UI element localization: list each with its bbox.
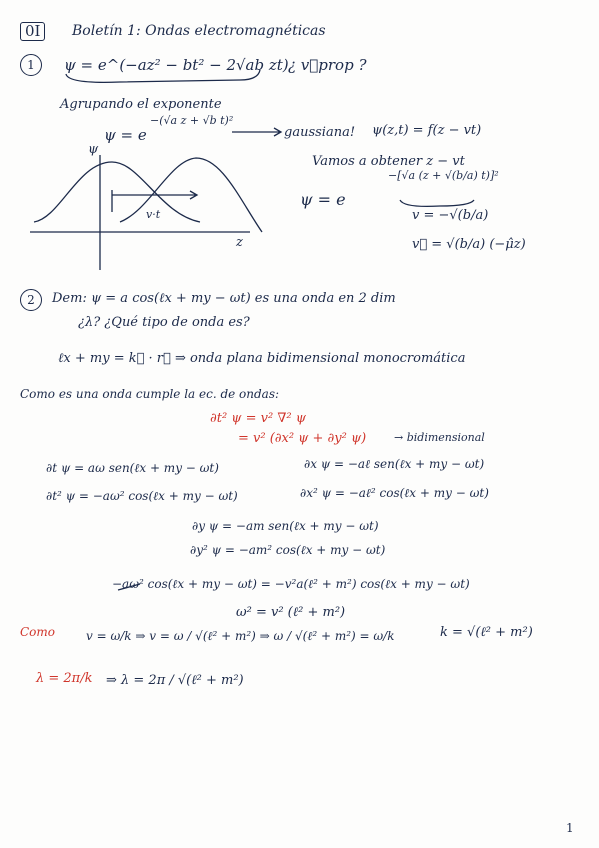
p1-psi-2: ψ = e bbox=[300, 190, 346, 209]
bidimensional-note: → bidimensional bbox=[394, 431, 485, 444]
page-title: Boletín 1: Ondas electromagnéticas bbox=[72, 23, 326, 39]
cancel-line: −aω² cos(ℓx + my − ωt) = −v²a(ℓ² + m²) cos(ℓx + my − ωt) bbox=[112, 577, 470, 591]
deriv-x: ∂x ψ = −aℓ sen(ℓx + my − ωt) bbox=[304, 457, 485, 471]
wave-equation: ∂t² ψ = v² ∇² ψ bbox=[210, 411, 306, 426]
p1-grouping: Agrupando el exponente bbox=[60, 97, 222, 112]
p1-velocity-vector: v⃗ = √(b/a) (−μ̂z) bbox=[412, 237, 526, 252]
p1-vamos: Vamos a obtener z − vt bbox=[312, 154, 465, 169]
p1-psi-e: ψ = e bbox=[104, 126, 147, 144]
deriv-tt: ∂t² ψ = −aω² cos(ℓx + my − ωt) bbox=[46, 489, 238, 503]
graph-vt-label: v·t bbox=[146, 208, 161, 221]
como-label: Como bbox=[20, 625, 56, 639]
p1-question: ¿ v⃗prop ? bbox=[288, 56, 367, 74]
lambda-def: λ = 2π/k bbox=[36, 671, 93, 686]
omega-relation: ω² = v² (ℓ² + m²) bbox=[236, 605, 346, 620]
problem-2-number: 2 bbox=[20, 289, 42, 311]
velocity-brace bbox=[400, 200, 474, 206]
p2-plane-wave: ℓx + my = k⃗ · r⃗ ⇒ onda plana bidimensional monocromática bbox=[58, 351, 466, 366]
deriv-t: ∂t ψ = aω sen(ℓx + my − ωt) bbox=[46, 461, 219, 475]
k-value: k = √(ℓ² + m²) bbox=[440, 625, 533, 640]
section-box: 0I bbox=[20, 22, 45, 41]
p2-statement: Dem: ψ = a cos(ℓx + my − ωt) es una onda en 2 dim bbox=[52, 291, 396, 306]
grouping-brace bbox=[66, 70, 260, 82]
p1-exponent: −(√a z + √b t)² bbox=[150, 114, 234, 127]
graph-psi-label: ψ bbox=[88, 142, 99, 157]
gaussian-arrow bbox=[232, 128, 281, 136]
p2-question: ¿λ? ¿Qué tipo de onda es? bbox=[78, 315, 250, 330]
velocity-relation: v = ω/k ⇒ v = ω / √(ℓ² + m²) ⇒ ω / √(ℓ² + m²) = ω/k bbox=[86, 629, 395, 643]
p1-exponent-2: −[√a (z + √(b/a) t)]² bbox=[388, 169, 499, 182]
p1-equation: ψ = e^(−az² − bt² − 2√ab zt) bbox=[64, 56, 289, 74]
p1-velocity: v = −√(b/a) bbox=[412, 208, 489, 223]
deriv-xx: ∂x² ψ = −aℓ² cos(ℓx + my − ωt) bbox=[300, 486, 489, 500]
lambda-result: ⇒ λ = 2π / √(ℓ² + m²) bbox=[106, 673, 244, 688]
page-mark: 1 bbox=[566, 821, 574, 835]
cancel-strike bbox=[118, 584, 140, 590]
deriv-y: ∂y ψ = −am sen(ℓx + my − ωt) bbox=[192, 519, 379, 533]
deriv-yy: ∂y² ψ = −am² cos(ℓx + my − ωt) bbox=[190, 543, 386, 557]
p2-como: Como es una onda cumple la ec. de ondas: bbox=[20, 387, 280, 401]
wave-equation-expanded: = v² (∂x² ψ + ∂y² ψ) bbox=[238, 431, 367, 446]
gaussian-curve-1 bbox=[34, 162, 200, 222]
p1-form: ψ(z,t) = f(z − vt) bbox=[372, 123, 482, 138]
problem-1-number: 1 bbox=[20, 54, 42, 76]
p1-gaussian: gaussiana! bbox=[284, 125, 356, 140]
graph-z-label: z bbox=[236, 235, 243, 250]
